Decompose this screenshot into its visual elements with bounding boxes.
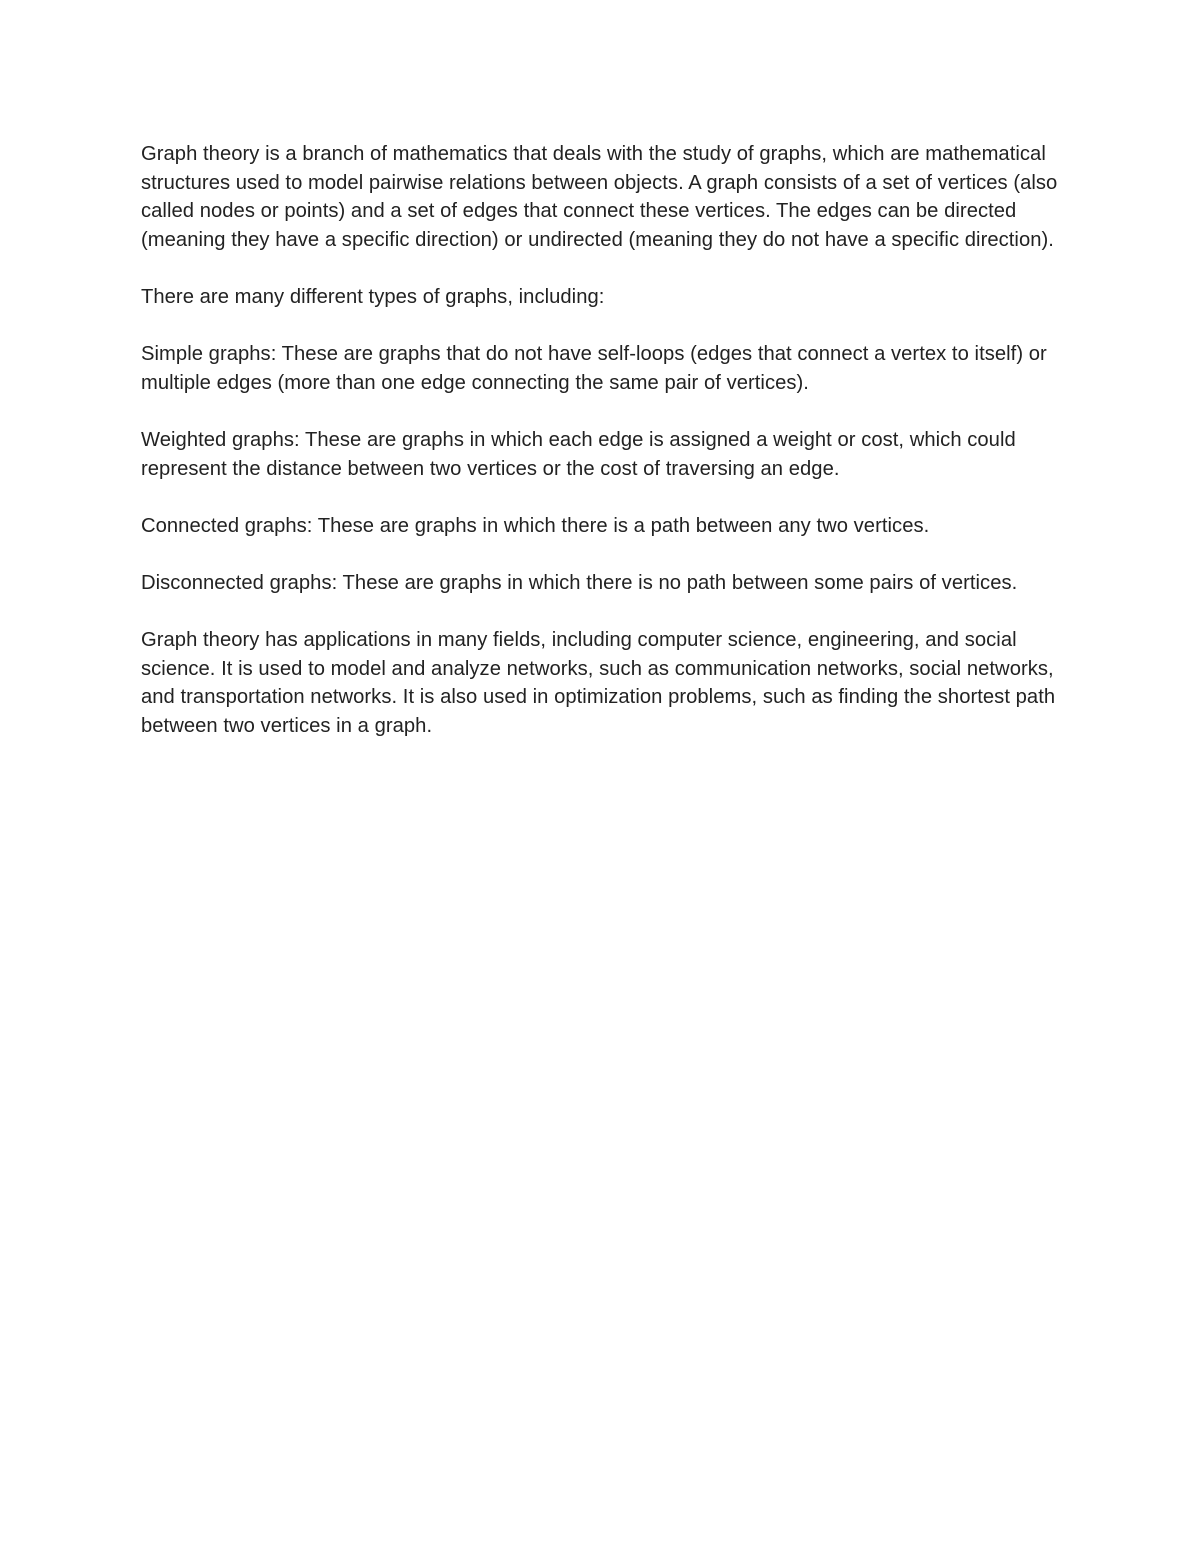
document-body — [141, 140, 1071, 740]
paragraph-disconnected-graphs: Disconnected graphs: These are graphs in which there is no path between some pairs of vertices. — [141, 571, 1018, 594]
paragraph-applications: Graph theory has applications in many fields, including computer science, engineering, and social science. It is used to model and analyze networks, such as communication networks, social networks, and transportation networks. It is also used in optimization problems, such as finding the shortest path between two vertices in a graph. — [141, 629, 1056, 737]
paragraph-weighted-graphs: Weighted graphs: These are graphs in which each edge is assigned a weight or cost, which could represent the distance between two vertices or the cost of traversing an edge. — [141, 428, 1016, 480]
paragraph-simple-graphs: Simple graphs: These are graphs that do not have self-loops (edges that connect a vertex to itself) or multiple edges (more than one edge connecting the same pair of vertices). — [141, 343, 1047, 394]
paragraph-types-heading: There are many different types of graphs, including: — [141, 285, 605, 308]
paragraph-connected-graphs: Connected graphs: These are graphs in which there is a path between any two vertices. — [141, 514, 930, 537]
paragraph-intro: Graph theory is a branch of mathematics that deals with the study of graphs, which are mathematical structures used to model pairwise relations between objects. A graph consists of a set of vertices (also called nodes or points) and a set of edges that connect these vertices. The edges can be directed (meaning they have a specific direction) or undirected (meaning they do not have a specific direction). — [141, 143, 1058, 251]
